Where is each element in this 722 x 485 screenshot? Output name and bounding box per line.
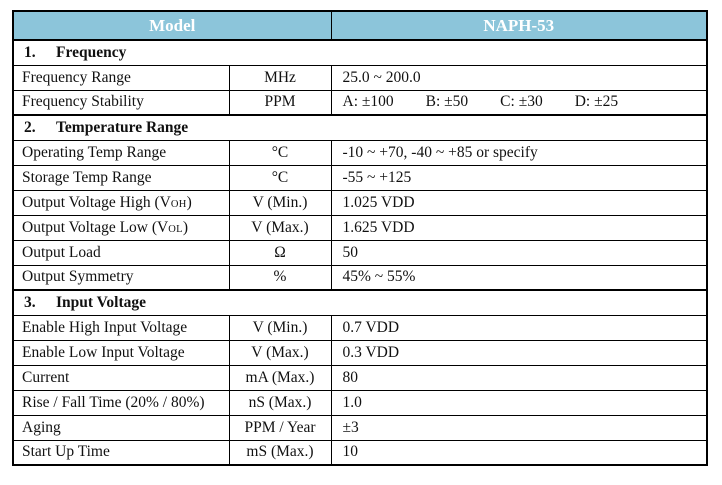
section-row — [13, 290, 707, 315]
value-part: B: ±50 — [425, 93, 469, 111]
table-row — [13, 90, 707, 115]
subscript-text: OL — [168, 223, 183, 235]
table-row — [13, 65, 707, 90]
param-label-cell: Enable Low Input Voltage — [13, 340, 229, 365]
section-title: Temperature Range — [56, 118, 189, 136]
value-cell: 1.025 VDD — [331, 190, 707, 215]
unit-cell: PPM / Year — [229, 415, 331, 440]
param-label-cell: Enable High Input Voltage — [13, 315, 229, 340]
product-name-header-cell: NAPH-53 — [331, 11, 707, 40]
table-row — [13, 340, 707, 365]
value-part: D: ±25 — [574, 93, 619, 111]
unit-cell: mS (Max.) — [229, 440, 331, 465]
value-cell: -55 ~ +125 — [331, 165, 707, 190]
value-cell: 25.0 ~ 200.0 — [331, 65, 707, 90]
unit-cell: V (Max.) — [229, 215, 331, 240]
spec-table — [12, 10, 708, 466]
unit-cell: °C — [229, 165, 331, 190]
table-row — [13, 365, 707, 390]
section-row — [13, 40, 707, 65]
spec-table-body — [13, 40, 707, 465]
table-row — [13, 440, 707, 465]
param-label-cell: Operating Temp Range — [13, 140, 229, 165]
spec-table-header — [13, 11, 707, 40]
value-cell: -10 ~ +70, -40 ~ +85 or specify — [331, 140, 707, 165]
table-row — [13, 240, 707, 265]
value-cell: 80 — [331, 365, 707, 390]
section-title-cell — [13, 115, 707, 140]
table-row — [13, 190, 707, 215]
unit-cell: MHz — [229, 65, 331, 90]
section-title: Frequency — [56, 43, 127, 61]
param-label-cell: Output Load — [13, 240, 229, 265]
param-label-cell: Start Up Time — [13, 440, 229, 465]
value-cell: 45% ~ 55% — [331, 265, 707, 290]
unit-cell: V (Min.) — [229, 190, 331, 215]
value-cell: 1.625 VDD — [331, 215, 707, 240]
value-part: C: ±30 — [500, 93, 543, 111]
param-label-cell: Storage Temp Range — [13, 165, 229, 190]
value-part: A: ±100 — [342, 93, 394, 111]
table-row — [13, 215, 707, 240]
value-cell: 0.3 VDD — [331, 340, 707, 365]
table-row — [13, 265, 707, 290]
param-label-cell: Output Symmetry — [13, 265, 229, 290]
param-label-cell: Frequency Stability — [13, 90, 229, 115]
unit-cell: V (Min.) — [229, 315, 331, 340]
value-cell: 1.0 — [331, 390, 707, 415]
header-row — [13, 11, 707, 40]
section-number: 2. — [24, 118, 36, 136]
value-cell: 10 — [331, 440, 707, 465]
unit-cell: PPM — [229, 90, 331, 115]
subscript-text: OH — [170, 198, 187, 210]
param-label-cell: Output Voltage High (VOH) — [13, 190, 229, 215]
section-row — [13, 115, 707, 140]
value-cell: 50 — [331, 240, 707, 265]
table-row — [13, 315, 707, 340]
param-label-cell: Aging — [13, 415, 229, 440]
unit-cell: V (Max.) — [229, 340, 331, 365]
section-number: 3. — [24, 293, 36, 311]
table-row — [13, 165, 707, 190]
table-row — [13, 140, 707, 165]
value-cell: 0.7 VDD — [331, 315, 707, 340]
value-cell — [331, 90, 707, 115]
section-title-cell — [13, 40, 707, 65]
param-label-cell: Frequency Range — [13, 65, 229, 90]
unit-cell: °C — [229, 140, 331, 165]
table-row — [13, 415, 707, 440]
section-title: Input Voltage — [56, 293, 147, 311]
section-title-cell — [13, 290, 707, 315]
table-row — [13, 390, 707, 415]
param-label-cell: Output Voltage Low (VOL) — [13, 215, 229, 240]
unit-cell: nS (Max.) — [229, 390, 331, 415]
param-label-cell: Rise / Fall Time (20% / 80%) — [13, 390, 229, 415]
param-label-cell: Current — [13, 365, 229, 390]
unit-cell: Ω — [229, 240, 331, 265]
model-header-cell: Model — [13, 11, 331, 40]
unit-cell: % — [229, 265, 331, 290]
unit-cell: mA (Max.) — [229, 365, 331, 390]
section-number: 1. — [24, 43, 36, 61]
value-cell: ±3 — [331, 415, 707, 440]
